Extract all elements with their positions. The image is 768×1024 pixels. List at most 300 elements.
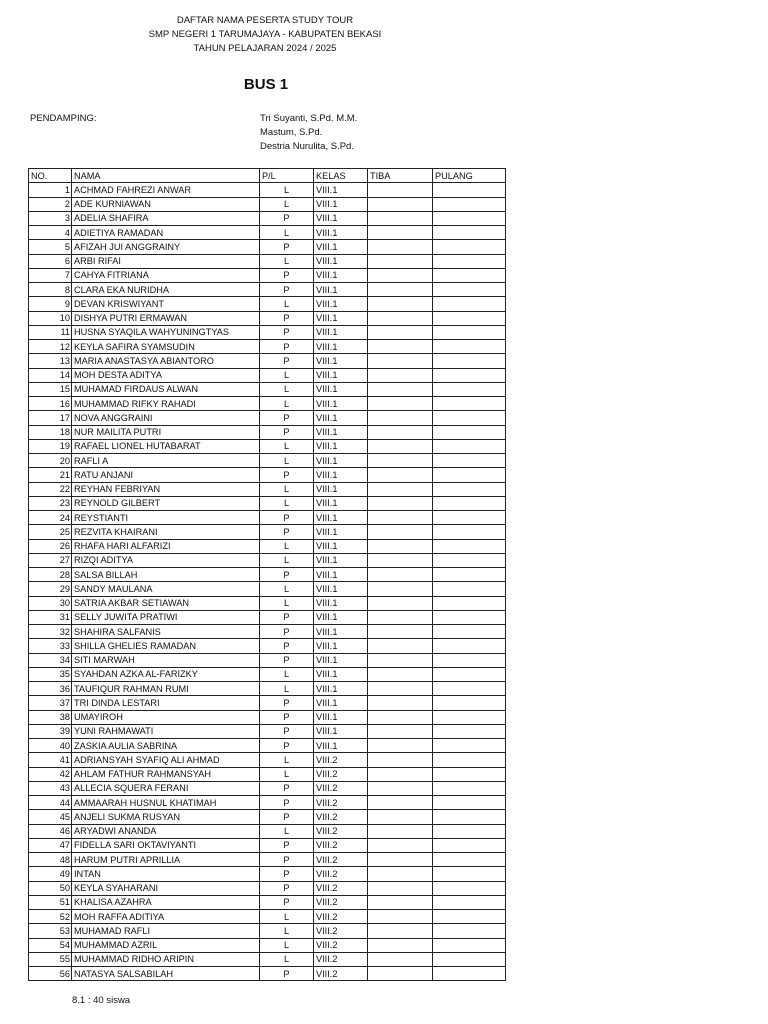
- table-row: [29, 539, 506, 553]
- table-row: [29, 724, 506, 738]
- column-header-nama: NAMA: [72, 169, 260, 183]
- class-cell: VIII.1: [314, 525, 368, 539]
- student-name: KEYLA SAFIRA SYAMSUDIN: [72, 340, 260, 354]
- table-header-row: [29, 169, 506, 183]
- tiba-cell: [368, 853, 433, 867]
- pulang-cell: [433, 796, 506, 810]
- table-row: [29, 938, 506, 952]
- table-row: [29, 824, 506, 838]
- class-cell: VIII.2: [314, 952, 368, 966]
- student-name: REYNOLD GILBERT: [72, 496, 260, 510]
- gender-cell: P: [260, 425, 314, 439]
- student-name: INTAN: [72, 867, 260, 881]
- class-cell: VIII.1: [314, 468, 368, 482]
- row-number: 53: [29, 924, 72, 938]
- row-number: 56: [29, 967, 72, 981]
- gender-cell: L: [260, 539, 314, 553]
- row-number: 42: [29, 767, 72, 781]
- class-cell: VIII.1: [314, 710, 368, 724]
- student-name: ARBI RIFAI: [72, 254, 260, 268]
- pulang-cell: [433, 781, 506, 795]
- tiba-cell: [368, 653, 433, 667]
- gender-cell: P: [260, 810, 314, 824]
- tiba-cell: [368, 525, 433, 539]
- student-name: RAFLI A: [72, 454, 260, 468]
- row-number: 16: [29, 397, 72, 411]
- bus-title: BUS 1: [243, 76, 289, 93]
- table-row: [29, 753, 506, 767]
- student-name: ANJELI SUKMA RUSYAN: [72, 810, 260, 824]
- student-name: DISHYA PUTRI ERMAWAN: [72, 311, 260, 325]
- class-cell: VIII.1: [314, 596, 368, 610]
- gender-cell: P: [260, 867, 314, 881]
- student-name: ADE KURNIAWAN: [72, 197, 260, 211]
- table-row: [29, 610, 506, 624]
- pulang-cell: [433, 653, 506, 667]
- tiba-cell: [368, 197, 433, 211]
- student-name: YUNI RAHMAWATI: [72, 724, 260, 738]
- gender-cell: L: [260, 938, 314, 952]
- class-cell: VIII.1: [314, 653, 368, 667]
- row-number: 11: [29, 325, 72, 339]
- gender-cell: L: [260, 910, 314, 924]
- class-cell: VIII.2: [314, 781, 368, 795]
- table-row: [29, 853, 506, 867]
- doc-title-line-1: DAFTAR NAMA PESERTA STUDY TOUR: [176, 15, 354, 26]
- class-cell: VIII.2: [314, 753, 368, 767]
- row-number: 39: [29, 724, 72, 738]
- pulang-cell: [433, 454, 506, 468]
- tiba-cell: [368, 226, 433, 240]
- gender-cell: L: [260, 454, 314, 468]
- tiba-cell: [368, 838, 433, 852]
- class-cell: VIII.1: [314, 625, 368, 639]
- row-number: 25: [29, 525, 72, 539]
- row-number: 21: [29, 468, 72, 482]
- table-row: [29, 924, 506, 938]
- table-row: [29, 653, 506, 667]
- student-name: ADIETIYA RAMADAN: [72, 226, 260, 240]
- gender-cell: P: [260, 881, 314, 895]
- student-name: SATRIA AKBAR SETIAWAN: [72, 596, 260, 610]
- tiba-cell: [368, 468, 433, 482]
- row-number: 15: [29, 382, 72, 396]
- class-cell: VIII.1: [314, 368, 368, 382]
- class-cell: VIII.2: [314, 967, 368, 981]
- class-cell: VIII.2: [314, 938, 368, 952]
- gender-cell: P: [260, 283, 314, 297]
- row-number: 29: [29, 582, 72, 596]
- table-row: [29, 596, 506, 610]
- row-number: 14: [29, 368, 72, 382]
- table-row: [29, 838, 506, 852]
- row-number: 26: [29, 539, 72, 553]
- tiba-cell: [368, 183, 433, 197]
- table-row: [29, 895, 506, 909]
- tiba-cell: [368, 254, 433, 268]
- table-row: [29, 397, 506, 411]
- pulang-cell: [433, 254, 506, 268]
- gender-cell: L: [260, 482, 314, 496]
- column-header-kelas: KELAS: [314, 169, 368, 183]
- pendamping-name: Tri Suyanti, S.Pd. M.M.: [260, 113, 358, 124]
- student-name: ZASKIA AULIA SABRINA: [72, 739, 260, 753]
- pulang-cell: [433, 910, 506, 924]
- row-number: 24: [29, 511, 72, 525]
- row-number: 41: [29, 753, 72, 767]
- tiba-cell: [368, 753, 433, 767]
- tiba-cell: [368, 568, 433, 582]
- table-row: [29, 425, 506, 439]
- row-number: 55: [29, 952, 72, 966]
- gender-cell: P: [260, 610, 314, 624]
- class-cell: VIII.1: [314, 254, 368, 268]
- class-cell: VIII.2: [314, 895, 368, 909]
- pulang-cell: [433, 197, 506, 211]
- pulang-cell: [433, 411, 506, 425]
- class-cell: VIII.2: [314, 867, 368, 881]
- tiba-cell: [368, 539, 433, 553]
- student-name: SANDY MAULANA: [72, 582, 260, 596]
- pulang-cell: [433, 311, 506, 325]
- student-name: HUSNA SYAQILA WAHYUNINGTYAS: [72, 325, 260, 339]
- table-row: [29, 183, 506, 197]
- row-number: 4: [29, 226, 72, 240]
- doc-title-line-3: TAHUN PELAJARAN 2024 / 2025: [193, 43, 337, 54]
- table-row: [29, 368, 506, 382]
- class-cell: VIII.1: [314, 340, 368, 354]
- class-cell: VIII.2: [314, 767, 368, 781]
- class-cell: VIII.1: [314, 667, 368, 681]
- gender-cell: P: [260, 354, 314, 368]
- class-cell: VIII.2: [314, 810, 368, 824]
- pulang-cell: [433, 810, 506, 824]
- table-row: [29, 767, 506, 781]
- gender-cell: P: [260, 696, 314, 710]
- pendamping-label: PENDAMPING:: [30, 113, 97, 124]
- pulang-cell: [433, 525, 506, 539]
- table-row: [29, 568, 506, 582]
- class-cell: VIII.2: [314, 853, 368, 867]
- student-name: ARYADWI ANANDA: [72, 824, 260, 838]
- gender-cell: L: [260, 382, 314, 396]
- pulang-cell: [433, 568, 506, 582]
- pulang-cell: [433, 739, 506, 753]
- pulang-cell: [433, 325, 506, 339]
- gender-cell: P: [260, 853, 314, 867]
- tiba-cell: [368, 881, 433, 895]
- class-cell: VIII.1: [314, 539, 368, 553]
- table-row: [29, 582, 506, 596]
- class-cell: VIII.1: [314, 197, 368, 211]
- row-number: 51: [29, 895, 72, 909]
- gender-cell: L: [260, 824, 314, 838]
- table-row: [29, 268, 506, 282]
- student-name: MUHAMAD FIRDAUS ALWAN: [72, 382, 260, 396]
- row-number: 45: [29, 810, 72, 824]
- tiba-cell: [368, 781, 433, 795]
- table-row: [29, 511, 506, 525]
- class-cell: VIII.1: [314, 610, 368, 624]
- gender-cell: L: [260, 682, 314, 696]
- table-row: [29, 881, 506, 895]
- table-row: [29, 682, 506, 696]
- pulang-cell: [433, 553, 506, 567]
- table-row: [29, 240, 506, 254]
- gender-cell: P: [260, 724, 314, 738]
- row-number: 44: [29, 796, 72, 810]
- table-row: [29, 211, 506, 225]
- tiba-cell: [368, 810, 433, 824]
- tiba-cell: [368, 767, 433, 781]
- gender-cell: P: [260, 340, 314, 354]
- gender-cell: P: [260, 710, 314, 724]
- column-header-no: NO.: [29, 169, 72, 183]
- tiba-cell: [368, 325, 433, 339]
- student-name: ADRIANSYAH SYAFIQ ALI AHMAD: [72, 753, 260, 767]
- row-number: 32: [29, 625, 72, 639]
- class-cell: VIII.1: [314, 696, 368, 710]
- table-row: [29, 340, 506, 354]
- row-number: 18: [29, 425, 72, 439]
- tiba-cell: [368, 967, 433, 981]
- row-number: 38: [29, 710, 72, 724]
- pulang-cell: [433, 240, 506, 254]
- gender-cell: P: [260, 411, 314, 425]
- gender-cell: L: [260, 226, 314, 240]
- table-row: [29, 867, 506, 881]
- student-name: SELLY JUWITA PRATIWI: [72, 610, 260, 624]
- student-name: RATU ANJANI: [72, 468, 260, 482]
- pulang-cell: [433, 895, 506, 909]
- pendamping-name: Destria Nurulita, S.Pd.: [260, 141, 354, 152]
- class-cell: VIII.1: [314, 496, 368, 510]
- student-name: RHAFA HARI ALFARIZI: [72, 539, 260, 553]
- pulang-cell: [433, 881, 506, 895]
- tiba-cell: [368, 952, 433, 966]
- row-number: 22: [29, 482, 72, 496]
- table-row: [29, 226, 506, 240]
- student-name: SYAHDAN AZKA AL-FARIZKY: [72, 667, 260, 681]
- gender-cell: P: [260, 568, 314, 582]
- student-name: SALSA BILLAH: [72, 568, 260, 582]
- pulang-cell: [433, 397, 506, 411]
- table-body: [29, 183, 506, 981]
- gender-cell: P: [260, 211, 314, 225]
- gender-cell: L: [260, 368, 314, 382]
- tiba-cell: [368, 268, 433, 282]
- tiba-cell: [368, 283, 433, 297]
- table-row: [29, 254, 506, 268]
- student-name: AHLAM FATHUR RAHMANSYAH: [72, 767, 260, 781]
- class-cell: VIII.1: [314, 482, 368, 496]
- row-number: 36: [29, 682, 72, 696]
- pulang-cell: [433, 368, 506, 382]
- pulang-cell: [433, 924, 506, 938]
- tiba-cell: [368, 724, 433, 738]
- tiba-cell: [368, 739, 433, 753]
- class-cell: VIII.1: [314, 268, 368, 282]
- pulang-cell: [433, 183, 506, 197]
- gender-cell: P: [260, 895, 314, 909]
- row-number: 48: [29, 853, 72, 867]
- pulang-cell: [433, 724, 506, 738]
- tiba-cell: [368, 639, 433, 653]
- tiba-cell: [368, 411, 433, 425]
- student-name: ALLECIA SQUERA FERANI: [72, 781, 260, 795]
- row-number: 31: [29, 610, 72, 624]
- row-number: 1: [29, 183, 72, 197]
- class-cell: VIII.1: [314, 724, 368, 738]
- class-cell: VIII.1: [314, 739, 368, 753]
- row-number: 30: [29, 596, 72, 610]
- tiba-cell: [368, 696, 433, 710]
- student-name: MUHAMAD RAFLI: [72, 924, 260, 938]
- row-number: 52: [29, 910, 72, 924]
- student-name: RIZQI ADITYA: [72, 553, 260, 567]
- gender-cell: P: [260, 240, 314, 254]
- tiba-cell: [368, 824, 433, 838]
- student-name: AFIZAH JUI ANGGRAINY: [72, 240, 260, 254]
- row-number: 33: [29, 639, 72, 653]
- row-number: 28: [29, 568, 72, 582]
- row-number: 6: [29, 254, 72, 268]
- gender-cell: L: [260, 582, 314, 596]
- row-number: 3: [29, 211, 72, 225]
- tiba-cell: [368, 496, 433, 510]
- pulang-cell: [433, 853, 506, 867]
- table-row: [29, 197, 506, 211]
- table-row: [29, 696, 506, 710]
- class-cell: VIII.2: [314, 838, 368, 852]
- class-cell: VIII.1: [314, 382, 368, 396]
- class-cell: VIII.2: [314, 910, 368, 924]
- row-number: 35: [29, 667, 72, 681]
- table-row: [29, 482, 506, 496]
- table-row: [29, 411, 506, 425]
- pulang-cell: [433, 382, 506, 396]
- gender-cell: P: [260, 781, 314, 795]
- class-cell: VIII.1: [314, 240, 368, 254]
- row-number: 5: [29, 240, 72, 254]
- gender-cell: L: [260, 767, 314, 781]
- gender-cell: P: [260, 468, 314, 482]
- tiba-cell: [368, 938, 433, 952]
- pulang-cell: [433, 596, 506, 610]
- class-cell: VIII.1: [314, 582, 368, 596]
- tiba-cell: [368, 582, 433, 596]
- table-row: [29, 952, 506, 966]
- gender-cell: L: [260, 397, 314, 411]
- pendamping-name: Mastum, S.Pd.: [260, 127, 323, 138]
- gender-cell: L: [260, 753, 314, 767]
- student-name: TRI DINDA LESTARI: [72, 696, 260, 710]
- row-number: 46: [29, 824, 72, 838]
- gender-cell: L: [260, 496, 314, 510]
- gender-cell: P: [260, 511, 314, 525]
- participant-table: [28, 168, 506, 981]
- gender-cell: P: [260, 739, 314, 753]
- tiba-cell: [368, 796, 433, 810]
- class-cell: VIII.1: [314, 568, 368, 582]
- gender-cell: P: [260, 796, 314, 810]
- pulang-cell: [433, 824, 506, 838]
- row-number: 27: [29, 553, 72, 567]
- student-name: ACHMAD FAHREZI ANWAR: [72, 183, 260, 197]
- class-cell: VIII.1: [314, 553, 368, 567]
- tiba-cell: [368, 211, 433, 225]
- table-row: [29, 454, 506, 468]
- pulang-cell: [433, 439, 506, 453]
- column-header-pl: P/L: [260, 169, 314, 183]
- class-cell: VIII.1: [314, 439, 368, 453]
- student-name: CLARA EKA NURIDHA: [72, 283, 260, 297]
- table-row: [29, 625, 506, 639]
- gender-cell: L: [260, 924, 314, 938]
- row-number: 2: [29, 197, 72, 211]
- row-number: 23: [29, 496, 72, 510]
- student-name: UMAYIROH: [72, 710, 260, 724]
- row-number: 19: [29, 439, 72, 453]
- student-name: NOVA ANGGRAINI: [72, 411, 260, 425]
- table-row: [29, 739, 506, 753]
- table-row: [29, 810, 506, 824]
- pulang-cell: [433, 867, 506, 881]
- student-name: KHALISA AZAHRA: [72, 895, 260, 909]
- class-cell: VIII.1: [314, 311, 368, 325]
- tiba-cell: [368, 425, 433, 439]
- class-cell: VIII.1: [314, 639, 368, 653]
- gender-cell: P: [260, 325, 314, 339]
- row-number: 7: [29, 268, 72, 282]
- class-cell: VIII.1: [314, 183, 368, 197]
- gender-cell: P: [260, 838, 314, 852]
- pulang-cell: [433, 610, 506, 624]
- pulang-cell: [433, 468, 506, 482]
- gender-cell: P: [260, 268, 314, 282]
- doc-title-line-2: SMP NEGERI 1 TARUMAJAYA - KABUPATEN BEKASI: [148, 29, 382, 40]
- pulang-cell: [433, 767, 506, 781]
- student-name: SHILLA GHELIES RAMADAN: [72, 639, 260, 653]
- student-name: SITI MARWAH: [72, 653, 260, 667]
- gender-cell: L: [260, 254, 314, 268]
- student-name: FIDELLA SARI OKTAVIYANTI: [72, 838, 260, 852]
- table-row: [29, 297, 506, 311]
- table-row: [29, 781, 506, 795]
- class-cell: VIII.1: [314, 211, 368, 225]
- gender-cell: L: [260, 952, 314, 966]
- student-name: RAFAEL LIONEL HUTABARAT: [72, 439, 260, 453]
- student-name: MOH RAFFA ADITIYA: [72, 910, 260, 924]
- class-cell: VIII.2: [314, 924, 368, 938]
- student-name: MUHAMMAD AZRIL: [72, 938, 260, 952]
- table-row: [29, 553, 506, 567]
- tiba-cell: [368, 924, 433, 938]
- student-name: TAUFIQUR RAHMAN RUMI: [72, 682, 260, 696]
- row-number: 10: [29, 311, 72, 325]
- table-row: [29, 354, 506, 368]
- table-row: [29, 967, 506, 981]
- gender-cell: L: [260, 297, 314, 311]
- class-cell: VIII.1: [314, 454, 368, 468]
- row-number: 17: [29, 411, 72, 425]
- pulang-cell: [433, 482, 506, 496]
- pulang-cell: [433, 967, 506, 981]
- table-row: [29, 439, 506, 453]
- pulang-cell: [433, 425, 506, 439]
- gender-cell: P: [260, 525, 314, 539]
- class-cell: VIII.2: [314, 824, 368, 838]
